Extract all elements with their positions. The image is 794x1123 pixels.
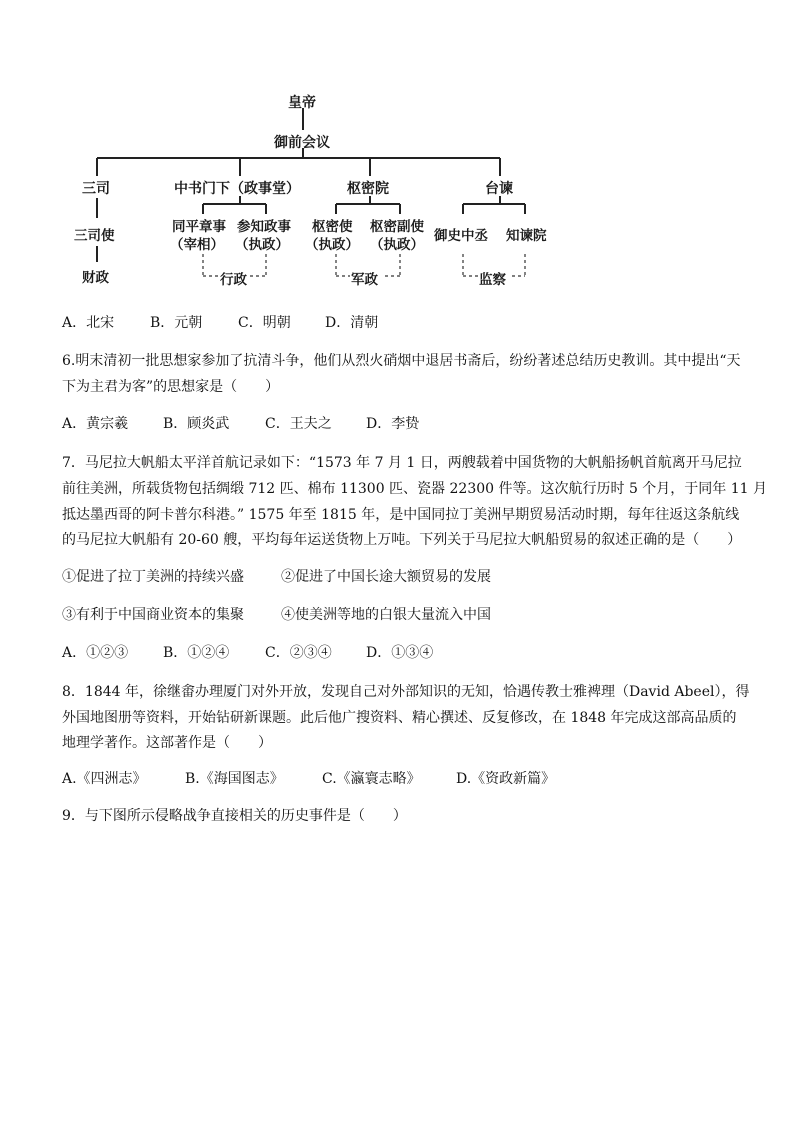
q7-statement-4: ④使美洲等地的白银大量流入中国 — [281, 607, 491, 623]
q7-line-4: 的马尼拉大帆船有 20-60 艘，平均每年运送货物上万吨。下列关于马尼拉大帆船贸易的叙述正确的是（ ） — [62, 532, 742, 548]
node-shumi-shi: 枢密使 — [312, 219, 353, 235]
q7-statement-2: ②促进了中国长途大额贸易的发展 — [281, 569, 491, 585]
node-shumi-fu: 枢密副使 — [370, 219, 424, 235]
q8-line-3: 地理学著作。这部著作是（ ） — [62, 735, 272, 751]
q7-option-b[interactable]: B．①②④ — [163, 645, 230, 661]
node-shumi: 枢密院 — [347, 181, 389, 197]
q6-option-b[interactable]: B．顾炎武 — [163, 416, 230, 432]
label-caizheng: 财政 — [82, 270, 109, 286]
node-zhijian: 知谏院 — [506, 228, 547, 244]
q7-line-2: 前往美洲，所载货物包括绸缎 712 匹、棉布 11300 匹、瓷器 22300 件等。这次航行历时 5 个月，于同年 11 月 — [62, 481, 768, 497]
node-canzhi-note: （执政） — [235, 237, 289, 253]
q7-line-3: 抵达墨西哥的阿卡普尔科港。” 1575 年至 1815 年，是中国同拉丁美洲早期贸易活动时期，每年往返这条航线 — [62, 507, 740, 523]
q8-option-b[interactable]: B.《海国图志》 — [185, 771, 284, 787]
q8-line-2: 外国地图册等资料，开始钻研新课题。此后他广搜资料、精心撰述、反复修改，在 1848 年完成这部高品质的 — [62, 710, 737, 726]
node-zhongshu: 中书门下（政事堂） — [174, 181, 300, 197]
node-emperor: 皇帝 — [288, 95, 316, 111]
government-structure-diagram — [60, 86, 580, 296]
q7-option-d[interactable]: D．①③④ — [366, 645, 434, 661]
node-tongping: 同平章事 — [172, 219, 226, 235]
q8-option-a[interactable]: A.《四洲志》 — [62, 771, 147, 787]
node-shumi-fu-note: （执政） — [370, 237, 424, 253]
node-sansi: 三司 — [82, 181, 110, 197]
node-tongping-note: （宰相） — [170, 237, 224, 253]
node-yushi: 御史中丞 — [434, 228, 488, 244]
label-jiancha: 监察 — [479, 272, 506, 288]
q6-option-d[interactable]: D．李贽 — [366, 416, 420, 432]
q7-line-1: 7．马尼拉大帆船太平洋首航记录如下：“1573 年 7 月 1 日，两艘载着中国货物的大帆船扬帆首航离开马尼拉 — [62, 455, 742, 471]
q7-statement-3: ③有利于中国商业资本的集聚 — [62, 607, 244, 623]
node-sansi-shi: 三司使 — [74, 228, 115, 244]
q6-option-c[interactable]: C．王夫之 — [265, 416, 332, 432]
node-council: 御前会议 — [274, 135, 330, 151]
q5-option-d[interactable]: D．清朝 — [325, 315, 379, 331]
q8-line-1: 8．1844 年，徐继畬办理厦门对外开放，发现自己对外部知识的无知，恰遇传教士雅裨理（David Abeel），得 — [62, 684, 750, 700]
q5-option-b[interactable]: B．元朝 — [150, 315, 203, 331]
q7-option-c[interactable]: C．②③④ — [265, 645, 332, 661]
label-junzheng: 军政 — [351, 272, 378, 288]
node-taijian: 台谏 — [485, 181, 513, 197]
q6-line-1: 6.明末清初一批思想家参加了抗清斗争，他们从烈火硝烟中退居书斋后，纷纷著述总结历史教训。其中提出“天 — [62, 353, 741, 369]
q8-option-c[interactable]: C.《瀛寰志略》 — [322, 771, 421, 787]
node-canzhi: 参知政事 — [237, 219, 291, 235]
q7-statement-1: ①促进了拉丁美洲的持续兴盛 — [62, 569, 244, 585]
node-shumi-shi-note: （执政） — [305, 237, 359, 253]
label-xingzheng: 行政 — [220, 272, 247, 288]
q6-option-a[interactable]: A．黄宗羲 — [62, 416, 129, 432]
q7-option-a[interactable]: A．①②③ — [62, 645, 129, 661]
q5-option-c[interactable]: C．明朝 — [238, 315, 291, 331]
q5-option-a[interactable]: A．北宋 — [62, 315, 115, 331]
q8-option-d[interactable]: D.《资政新篇》 — [456, 771, 556, 787]
q6-line-2: 下为主君为客”的思想家是（ ） — [62, 379, 280, 395]
q9-line-1: 9．与下图所示侵略战争直接相关的历史事件是（ ） — [62, 808, 407, 824]
